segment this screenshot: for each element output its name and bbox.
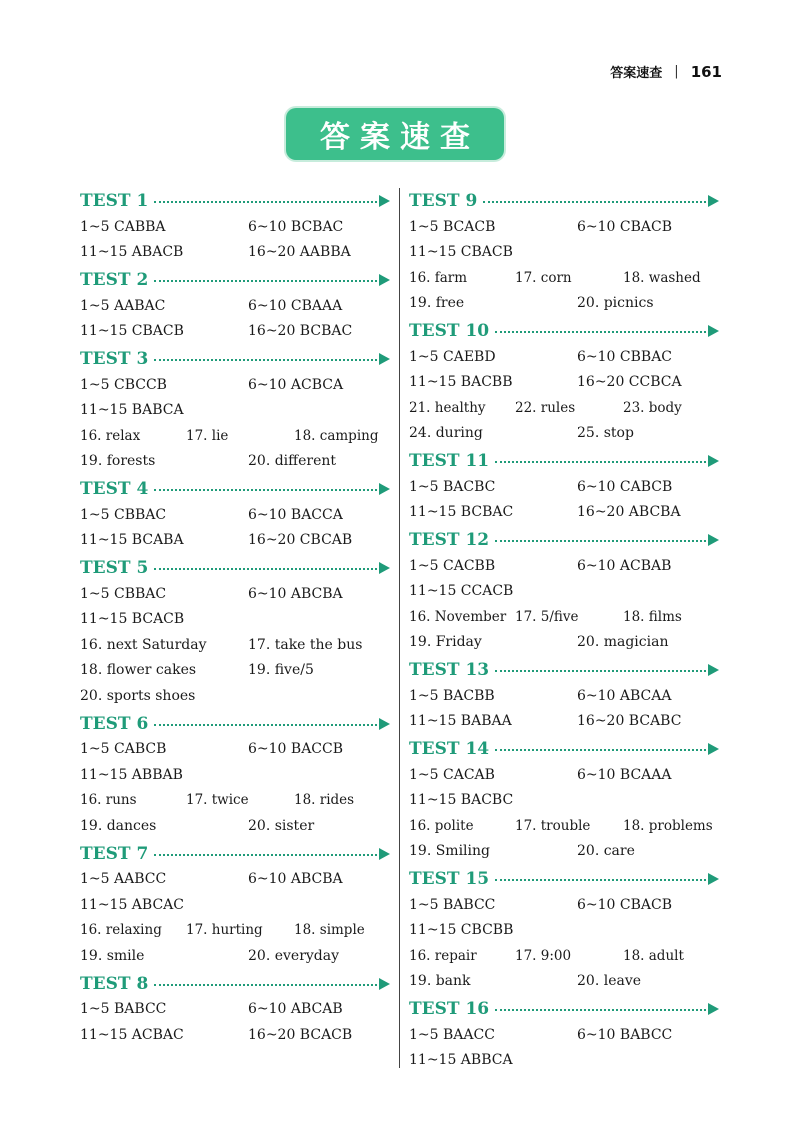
answer-cell: 11~15 CBACB (409, 244, 513, 261)
answer-cell: 19. free (409, 295, 465, 312)
answer-cell: 6~10 ABCAA (577, 687, 672, 704)
answer-cell: 1~5 CABBA (80, 218, 166, 235)
answer-cell: 6~10 BCBAC (248, 218, 344, 235)
test-block (80, 555, 390, 709)
test-block (80, 346, 390, 474)
answer-row (80, 788, 390, 814)
answer-cell: 1~5 BABCC (80, 1001, 167, 1018)
answer-cell: 11~15 ABBAB (80, 766, 183, 783)
test-block (409, 866, 719, 994)
test-title: TEST 14 (409, 739, 490, 759)
section-name: 答案速查 (610, 66, 663, 81)
test-heading (80, 267, 390, 293)
answer-cell: 16. polite (409, 817, 474, 834)
test-heading (409, 996, 719, 1022)
answer-cell: 17. lie (186, 427, 229, 444)
answer-row (80, 581, 390, 607)
answer-cell: 6~10 ACBAB (577, 557, 672, 574)
answer-cell: 18. camping (294, 427, 379, 444)
answer-cell: 16. relaxing (80, 922, 162, 939)
dotted-leader (495, 879, 710, 881)
answer-cell: 18. flower cakes (80, 662, 197, 679)
arrow-right-icon (379, 978, 390, 990)
dotted-leader (483, 201, 710, 203)
answer-cell: 19. dances (80, 817, 157, 834)
answer-cell: 19. five/5 (248, 662, 314, 679)
answer-row (80, 737, 390, 763)
answer-row (80, 240, 390, 266)
answer-cell: 23. body (623, 399, 682, 416)
answer-cell: 18. washed (623, 269, 701, 286)
answer-row (409, 474, 719, 500)
answer-cell: 1~5 CAEBD (409, 348, 496, 365)
test-block (80, 267, 390, 344)
test-heading (80, 555, 390, 581)
answer-row (409, 421, 719, 447)
test-title: TEST 13 (409, 660, 490, 680)
test-heading (409, 448, 719, 474)
arrow-right-icon (379, 274, 390, 286)
answer-cell: 1~5 CABCB (80, 741, 167, 758)
answer-cell: 19. bank (409, 973, 471, 990)
answer-cell: 1~5 BACBB (409, 687, 495, 704)
dotted-leader (154, 568, 381, 570)
dotted-leader (495, 1009, 710, 1011)
test-block (409, 527, 719, 655)
answer-cell: 16~20 CCBCA (577, 374, 682, 391)
answer-cell: 1~5 BCACB (409, 218, 496, 235)
test-heading (80, 841, 390, 867)
arrow-right-icon (708, 325, 719, 337)
answer-cell: 1~5 BAACC (409, 1026, 495, 1043)
answer-cell: 6~10 ABCAB (248, 1001, 343, 1018)
dotted-leader (154, 280, 381, 282)
answer-row (409, 813, 719, 839)
test-title: TEST 16 (409, 999, 490, 1019)
answer-cell: 16~20 BCACB (248, 1026, 353, 1043)
test-block (409, 448, 719, 525)
answer-row (80, 658, 390, 684)
answer-row (409, 604, 719, 630)
dotted-leader (495, 540, 710, 542)
answer-cell: 20. care (577, 843, 635, 860)
answer-row (409, 500, 719, 526)
answer-row (409, 918, 719, 944)
test-heading (409, 527, 719, 553)
dotted-leader (495, 461, 710, 463)
test-title: TEST 3 (80, 349, 149, 369)
answer-cell: 16. runs (80, 792, 137, 809)
test-title: TEST 9 (409, 191, 478, 211)
answer-row (409, 969, 719, 995)
answer-row (80, 423, 390, 449)
dotted-leader (154, 359, 381, 361)
running-header (610, 62, 722, 81)
test-block (409, 318, 719, 446)
answer-cell: 17. 9:00 (515, 947, 572, 964)
answer-cell: 19. forests (80, 453, 156, 470)
answer-row (409, 709, 719, 735)
test-title: TEST 4 (80, 479, 149, 499)
answer-cell: 20. everyday (248, 947, 340, 964)
answer-row (80, 502, 390, 528)
answer-cell: 6~10 CBAAA (248, 297, 343, 314)
answer-cell: 1~5 CBCCB (80, 376, 167, 393)
arrow-right-icon (708, 743, 719, 755)
page-number: 161 (690, 62, 722, 81)
answer-row (409, 370, 719, 396)
answer-cell: 11~15 BCABA (80, 532, 184, 549)
arrow-right-icon (379, 353, 390, 365)
answer-cell: 17. twice (186, 792, 249, 809)
answer-row (80, 683, 390, 709)
answer-cell: 6~10 ABCBA (248, 871, 343, 888)
answer-row (80, 449, 390, 475)
answer-cell: 20. magician (577, 634, 669, 651)
dotted-leader (154, 854, 381, 856)
test-block (80, 711, 390, 839)
test-heading (80, 971, 390, 997)
answer-cell: 18. problems (623, 817, 713, 834)
title-banner (286, 108, 504, 160)
test-block (409, 736, 719, 864)
answer-cell: 11~15 BACBC (409, 792, 514, 809)
test-heading (409, 318, 719, 344)
answer-cell: 6~10 CBBAC (577, 348, 673, 365)
answer-cell: 16~20 CBCAB (248, 532, 353, 549)
answer-cell: 20. sister (248, 817, 315, 834)
answer-row (80, 398, 390, 424)
arrow-right-icon (708, 534, 719, 546)
answer-cell: 11~15 CBACB (80, 323, 184, 340)
answer-cell: 6~10 CBACB (577, 218, 673, 235)
answer-row (80, 997, 390, 1023)
answer-row (409, 553, 719, 579)
answer-cell: 17. take the bus (248, 636, 363, 653)
answer-row (80, 943, 390, 969)
test-title: TEST 7 (80, 843, 149, 864)
answer-cell: 16~20 BCABC (577, 713, 682, 730)
answer-cell: 16~20 ABCBA (577, 504, 681, 521)
arrow-right-icon (708, 873, 719, 885)
answer-cell: 24. during (409, 425, 483, 442)
answer-row (409, 291, 719, 317)
column-divider (399, 188, 400, 1068)
dotted-leader (495, 670, 710, 672)
answer-row (80, 867, 390, 893)
dotted-leader (154, 724, 381, 726)
test-block (80, 841, 390, 969)
answer-row (409, 240, 719, 266)
answer-row (80, 1022, 390, 1048)
dotted-leader (495, 331, 710, 333)
answer-cell: 11~15 BCBAC (409, 504, 514, 521)
answer-cell: 18. adult (623, 947, 684, 964)
test-title: TEST 12 (409, 530, 490, 550)
answer-row (80, 607, 390, 633)
arrow-right-icon (708, 195, 719, 207)
answer-cell: 25. stop (577, 425, 634, 442)
answer-row (80, 813, 390, 839)
arrow-right-icon (379, 848, 390, 860)
arrow-right-icon (379, 483, 390, 495)
answer-cell: 19. smile (80, 947, 145, 964)
answer-row (409, 788, 719, 814)
answer-row (409, 762, 719, 788)
answer-cell: 6~10 CBACB (577, 896, 673, 913)
answer-cell: 20. leave (577, 973, 642, 990)
answer-cell: 1~5 BACBC (409, 478, 496, 495)
dotted-leader (154, 201, 381, 203)
answer-row (409, 839, 719, 865)
answer-cell: 1~5 CBBAC (80, 506, 167, 523)
arrow-right-icon (708, 455, 719, 467)
answer-cell: 20. picnics (577, 295, 654, 312)
test-block (409, 188, 719, 316)
answer-row (80, 918, 390, 944)
test-block (409, 657, 719, 734)
test-block (80, 971, 390, 1048)
answer-row (409, 892, 719, 918)
answer-row (409, 344, 719, 370)
answer-cell: 6~10 BACCA (248, 506, 343, 523)
dotted-leader (154, 489, 381, 491)
answer-cell: 17. corn (515, 269, 572, 286)
answer-cell: 1~5 CACAB (409, 766, 495, 783)
test-title: TEST 8 (80, 973, 149, 994)
answer-cell: 20. different (248, 453, 337, 470)
answer-cell: 17. hurting (186, 922, 263, 939)
answer-cell: 18. films (623, 608, 682, 625)
right-column (409, 188, 719, 1075)
test-heading (80, 346, 390, 372)
test-title: TEST 6 (80, 713, 149, 734)
answer-cell: 16. farm (409, 269, 468, 286)
answer-cell: 6~10 ACBCA (248, 376, 344, 393)
answer-cell: 1~5 BABCC (409, 896, 496, 913)
test-title: TEST 2 (80, 270, 149, 290)
answer-cell: 1~5 AABCC (80, 871, 167, 888)
banner-title: 答案速查 (320, 120, 480, 155)
test-heading (409, 657, 719, 683)
test-heading (80, 476, 390, 502)
answer-cell: 6~10 BACCB (248, 741, 344, 758)
answer-cell: 1~5 CBBAC (80, 585, 167, 602)
test-heading (80, 188, 390, 214)
answer-row (409, 214, 719, 240)
test-title: TEST 1 (80, 191, 149, 211)
answer-cell: 16. November (409, 608, 507, 625)
answer-row (409, 1048, 719, 1074)
answer-row (80, 528, 390, 554)
answer-cell: 19. Friday (409, 634, 482, 651)
answer-cell: 16. repair (409, 947, 477, 964)
answer-cell: 17. 5/five (515, 608, 579, 625)
test-block (80, 188, 390, 265)
answer-cell: 16. relax (80, 427, 141, 444)
test-title: TEST 11 (409, 451, 490, 471)
test-heading (409, 736, 719, 762)
answer-cell: 1~5 CACBB (409, 557, 496, 574)
test-block (80, 476, 390, 553)
answer-row (80, 319, 390, 345)
left-column (80, 188, 390, 1050)
answer-cell: 11~15 ABACB (80, 244, 184, 261)
answer-cell: 21. healthy (409, 399, 486, 416)
answer-row (409, 265, 719, 291)
answer-row (409, 943, 719, 969)
answer-cell: 11~15 ABBCA (409, 1052, 513, 1069)
arrow-right-icon (708, 664, 719, 676)
test-title: TEST 5 (80, 558, 149, 578)
test-heading (80, 711, 390, 737)
answer-row (409, 579, 719, 605)
answer-cell: 16~20 BCBAC (248, 323, 353, 340)
answer-cell: 17. trouble (515, 817, 591, 834)
test-block (409, 996, 719, 1073)
answer-cell: 22. rules (515, 399, 576, 416)
answer-row (80, 892, 390, 918)
answer-cell: 1~5 AABAC (80, 297, 166, 314)
answer-cell: 6~10 BCAAA (577, 766, 672, 783)
test-title: TEST 15 (409, 869, 490, 889)
arrow-right-icon (379, 562, 390, 574)
answer-cell: 11~15 BABAA (409, 713, 512, 730)
answer-cell: 6~10 ABCBA (248, 585, 343, 602)
answer-cell: 11~15 CCACB (409, 583, 514, 600)
answer-cell: 11~15 BABCA (80, 402, 184, 419)
answer-cell: 11~15 ACBAC (80, 1026, 184, 1043)
answer-row (409, 1022, 719, 1048)
answer-row (80, 372, 390, 398)
dotted-leader (154, 984, 381, 986)
answer-row (80, 293, 390, 319)
test-heading (409, 188, 719, 214)
answer-row (409, 683, 719, 709)
answer-row (409, 630, 719, 656)
test-title: TEST 10 (409, 321, 490, 341)
answer-cell: 20. sports shoes (80, 687, 196, 704)
answer-cell: 11~15 ABCAC (80, 896, 185, 913)
answer-cell: 6~10 CABCB (577, 478, 673, 495)
answer-row (409, 395, 719, 421)
arrow-right-icon (708, 1003, 719, 1015)
dotted-leader (495, 749, 710, 751)
answer-cell: 19. Smiling (409, 843, 490, 860)
answer-cell: 16~20 AABBA (248, 244, 351, 261)
answer-cell: 16. next Saturday (80, 636, 207, 653)
test-heading (409, 866, 719, 892)
arrow-right-icon (379, 718, 390, 730)
answer-cell: 18. rides (294, 792, 355, 809)
answer-cell: 18. simple (294, 922, 365, 939)
answer-cell: 6~10 BABCC (577, 1026, 673, 1043)
answer-cell: 11~15 BACBB (409, 374, 513, 391)
answer-cell: 11~15 CBCBB (409, 922, 514, 939)
answer-row (80, 632, 390, 658)
answer-cell: 11~15 BCACB (80, 611, 185, 628)
arrow-right-icon (379, 195, 390, 207)
header-separator: | (674, 64, 679, 79)
answer-row (80, 214, 390, 240)
answer-row (80, 762, 390, 788)
